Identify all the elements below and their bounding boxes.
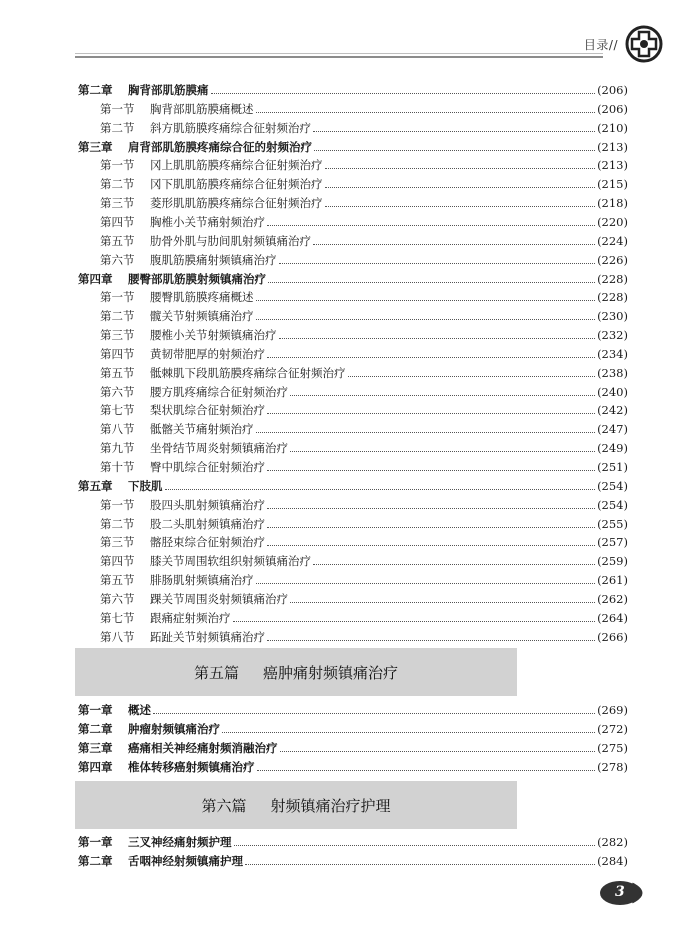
dot-leader <box>325 205 596 207</box>
dot-leader <box>325 167 596 169</box>
dot-leader <box>153 712 595 714</box>
dot-leader <box>256 582 596 584</box>
entry-page-number: (213) <box>597 139 628 154</box>
entry-title: 菱形肌肌筋膜疼痛综合征射频治疗 <box>150 196 323 211</box>
toc-section-entry[interactable] <box>78 571 628 589</box>
entry-page-number: (218) <box>597 196 628 211</box>
part-banner-5 <box>75 648 517 696</box>
entry-page-number: (240) <box>597 384 628 399</box>
dot-leader <box>267 639 595 641</box>
entry-page-number: (234) <box>597 346 628 361</box>
entry-number: 第八节 <box>100 422 135 437</box>
toc-section-entry[interactable] <box>78 496 628 514</box>
toc-section-entry[interactable] <box>78 590 628 608</box>
dot-leader <box>256 431 596 433</box>
toc-chapter-entry[interactable] <box>78 81 628 99</box>
page-number-badge <box>598 880 650 906</box>
entry-title: 股二头肌射频镇痛治疗 <box>150 516 265 531</box>
toc-section-entry[interactable] <box>78 251 628 269</box>
part-number: 第六篇 <box>201 796 247 815</box>
dot-leader <box>267 356 595 358</box>
entry-number: 第六节 <box>100 252 135 267</box>
toc-section-entry[interactable] <box>78 307 628 325</box>
entry-number: 第四章 <box>78 760 113 774</box>
entry-number: 第四章 <box>78 271 113 286</box>
entry-page-number: (257) <box>597 535 628 550</box>
entry-page-number: (266) <box>597 629 628 644</box>
entry-title: 腰椎小关节射频镇痛治疗 <box>150 328 277 343</box>
toc-section-entry[interactable] <box>78 326 628 344</box>
entry-title: 椎体转移癌射频镇痛治疗 <box>128 760 255 774</box>
entry-page-number: (284) <box>597 854 628 868</box>
entry-title: 跟痛症射频治疗 <box>150 610 231 625</box>
dot-leader <box>256 299 596 301</box>
entry-page-number: (242) <box>597 403 628 418</box>
dot-leader <box>348 375 596 377</box>
entry-page-number: (255) <box>597 516 628 531</box>
entry-page-number: (230) <box>597 309 628 324</box>
entry-number: 第二节 <box>100 120 135 135</box>
entry-number: 第二节 <box>100 516 135 531</box>
entry-number: 第一章 <box>78 835 113 849</box>
dot-leader <box>313 130 595 132</box>
entry-title: 斜方肌筋膜疼痛综合征射频治疗 <box>150 120 311 135</box>
entry-page-number: (254) <box>597 478 628 493</box>
entry-page-number: (213) <box>597 158 628 173</box>
toc-chapter-entry[interactable] <box>78 852 628 870</box>
toc-chapter-entry[interactable] <box>78 833 628 851</box>
entry-title: 腰臀肌筋膜疼痛概述 <box>150 290 254 305</box>
dot-leader <box>222 731 595 733</box>
entry-page-number: (228) <box>597 271 628 286</box>
entry-title: 三叉神经痛射频护理 <box>128 835 232 849</box>
toc-chapter-entry[interactable] <box>78 701 628 719</box>
toc-section-entry[interactable] <box>78 458 628 476</box>
entry-page-number: (206) <box>597 83 628 97</box>
entry-page-number: (272) <box>597 722 628 736</box>
entry-title: 黄韧带肥厚的射频治疗 <box>150 346 265 361</box>
entry-number: 第七节 <box>100 403 135 418</box>
entry-title: 肿瘤射频镇痛治疗 <box>128 722 220 736</box>
toc-section-entry[interactable] <box>78 533 628 551</box>
entry-page-number: (275) <box>597 741 628 755</box>
part-number: 第五篇 <box>193 663 239 682</box>
entry-number: 第一节 <box>100 290 135 305</box>
entry-number: 第一节 <box>100 158 135 173</box>
entry-page-number: (251) <box>597 460 628 474</box>
entry-number: 第九节 <box>100 441 135 456</box>
toc-section-entry[interactable] <box>78 552 628 570</box>
entry-page-number: (278) <box>597 760 628 774</box>
entry-title: 股四头肌射频镇痛治疗 <box>150 497 265 512</box>
toc-section-entry[interactable] <box>78 364 628 382</box>
entry-title: 舌咽神经射频镇痛护理 <box>128 854 243 868</box>
entry-number: 第三节 <box>100 196 135 211</box>
entry-number: 第五节 <box>100 365 135 380</box>
entry-number: 第六节 <box>100 591 135 606</box>
entry-page-number: (238) <box>597 365 628 380</box>
dot-leader <box>245 863 595 865</box>
entry-page-number: (228) <box>597 290 628 305</box>
entry-number: 第七节 <box>100 610 135 625</box>
entry-title: 膝关节周围软组织射频镇痛治疗 <box>150 554 311 569</box>
entry-page-number: (215) <box>597 177 628 192</box>
entry-title: 骶棘肌下段肌筋膜疼痛综合征射频治疗 <box>150 365 346 380</box>
entry-page-number: (254) <box>597 497 628 512</box>
dot-leader <box>267 526 595 528</box>
entry-number: 第五节 <box>100 573 135 588</box>
toc-section-entry[interactable] <box>78 401 628 419</box>
entry-title: 腓肠肌射频镇痛治疗 <box>150 573 254 588</box>
entry-number: 第四节 <box>100 346 135 361</box>
entry-title: 梨状肌综合征射频治疗 <box>150 403 265 418</box>
entry-title: 冈下肌肌筋膜疼痛综合征射频治疗 <box>150 177 323 192</box>
part-banner-6 <box>75 781 517 829</box>
toc-chapter-entry[interactable] <box>78 477 628 495</box>
toc-section-entry[interactable] <box>78 213 628 231</box>
page-number: 3 <box>615 884 625 900</box>
header-rule-thin <box>75 53 603 54</box>
entry-title: 腰方肌疼痛综合征射频治疗 <box>150 384 288 399</box>
dot-leader <box>290 601 595 603</box>
entry-page-number: (259) <box>597 554 628 569</box>
toc-section-entry[interactable] <box>78 175 628 193</box>
entry-title: 癌痛相关神经痛射频消融治疗 <box>128 741 278 755</box>
toc-section-entry[interactable] <box>78 345 628 363</box>
dot-leader <box>314 149 595 151</box>
entry-page-number: (232) <box>597 328 628 343</box>
toc-section-entry[interactable] <box>78 420 628 438</box>
entry-number: 第三节 <box>100 535 135 550</box>
toc-chapter-entry[interactable] <box>78 758 628 776</box>
toc-chapter-entry[interactable] <box>78 739 628 757</box>
toc-chapter-entry[interactable] <box>78 270 628 288</box>
toc-section-entry[interactable] <box>78 100 628 118</box>
part-title: 射频镇痛治疗护理 <box>270 796 391 815</box>
entry-page-number: (247) <box>597 422 628 437</box>
entry-title: 腰臀部肌筋膜射频镇痛治疗 <box>128 271 266 286</box>
entry-number: 第一章 <box>78 703 113 717</box>
entry-number: 第二节 <box>100 309 135 324</box>
dot-leader <box>256 111 596 113</box>
entry-number: 第六节 <box>100 384 135 399</box>
header-rule-thick <box>75 56 603 58</box>
entry-page-number: (269) <box>597 703 628 717</box>
toc-section-entry[interactable] <box>78 194 628 212</box>
entry-page-number: (282) <box>597 835 628 849</box>
toc-chapter-entry[interactable] <box>78 720 628 738</box>
entry-page-number: (210) <box>597 120 628 135</box>
dot-leader <box>267 469 595 471</box>
dot-leader <box>257 769 596 771</box>
entry-number: 第五节 <box>100 233 135 248</box>
part-title: 癌肿痛射频镇痛治疗 <box>263 663 399 682</box>
entry-number: 第八节 <box>100 629 135 644</box>
entry-page-number: (261) <box>597 573 628 588</box>
entry-page-number: (262) <box>597 591 628 606</box>
dot-leader <box>279 337 596 339</box>
dot-leader <box>267 412 595 414</box>
entry-page-number: (220) <box>597 214 628 229</box>
entry-title: 臀中肌综合征射频治疗 <box>150 460 265 474</box>
entry-number: 第十节 <box>100 460 135 474</box>
entry-number: 第二章 <box>78 854 113 868</box>
toc-section-entry[interactable] <box>78 232 628 250</box>
dot-leader <box>234 844 596 846</box>
dot-leader <box>325 186 596 188</box>
toc-section-entry[interactable] <box>78 609 628 627</box>
entry-number: 第二章 <box>78 722 113 736</box>
entry-title: 髋关节射频镇痛治疗 <box>150 309 254 324</box>
dot-leader <box>165 488 596 490</box>
dot-leader <box>211 92 596 94</box>
toc-section-entry[interactable] <box>78 515 628 533</box>
entry-number: 第一节 <box>100 101 135 116</box>
toc-section-entry[interactable] <box>78 439 628 457</box>
entry-title: 胸背部肌筋膜痛 <box>128 83 209 97</box>
dot-leader <box>290 450 595 452</box>
entry-title: 踝关节周围炎射频镇痛治疗 <box>150 591 288 606</box>
entry-title: 跖趾关节射频镇痛治疗 <box>150 629 265 644</box>
toc-chapter-entry[interactable] <box>78 138 628 156</box>
dot-leader <box>280 750 596 752</box>
entry-page-number: (249) <box>597 441 628 456</box>
entry-number: 第三节 <box>100 328 135 343</box>
dot-leader <box>256 318 596 320</box>
entry-number: 第四节 <box>100 214 135 229</box>
dot-leader <box>313 243 595 245</box>
entry-title: 胸椎小关节痛射频治疗 <box>150 214 265 229</box>
entry-number: 第五章 <box>78 478 113 493</box>
dot-leader <box>268 281 595 283</box>
entry-number: 第二节 <box>100 177 135 192</box>
dot-leader <box>290 394 595 396</box>
entry-title: 胸背部肌筋膜痛概述 <box>150 101 254 116</box>
entry-title: 坐骨结节周炎射频镇痛治疗 <box>150 441 288 456</box>
cross-logo-icon <box>624 24 664 64</box>
entry-page-number: (224) <box>597 233 628 248</box>
entry-title: 下肢肌 <box>128 478 163 493</box>
entry-title: 肩背部肌筋膜疼痛综合征的射频治疗 <box>128 139 312 154</box>
entry-page-number: (206) <box>597 101 628 116</box>
toc-section-entry[interactable] <box>78 628 628 646</box>
toc-section-entry[interactable] <box>78 288 628 306</box>
entry-title: 腹肌筋膜痛射频镇痛治疗 <box>150 252 277 267</box>
entry-page-number: (226) <box>597 252 628 267</box>
entry-title: 肋骨外肌与肋间肌射频镇痛治疗 <box>150 233 311 248</box>
entry-number: 第二章 <box>78 83 113 97</box>
dot-leader <box>279 262 596 264</box>
entry-number: 第三章 <box>78 139 113 154</box>
entry-number: 第三章 <box>78 741 113 755</box>
dot-leader <box>233 620 596 622</box>
dot-leader <box>267 507 595 509</box>
entry-page-number: (264) <box>597 610 628 625</box>
toc-section-entry[interactable] <box>78 119 628 137</box>
running-header-title: 目录// <box>583 38 618 52</box>
toc-section-entry[interactable] <box>78 383 628 401</box>
entry-number: 第四节 <box>100 554 135 569</box>
toc-section-entry[interactable] <box>78 156 628 174</box>
entry-number: 第一节 <box>100 497 135 512</box>
dot-leader <box>313 563 595 565</box>
entry-title: 髂胫束综合征射频治疗 <box>150 535 265 550</box>
dot-leader <box>267 224 595 226</box>
entry-title: 冈上肌肌筋膜疼痛综合征射频治疗 <box>150 158 323 173</box>
entry-title: 骶髂关节痛射频治疗 <box>150 422 254 437</box>
entry-title: 概述 <box>128 703 151 717</box>
dot-leader <box>267 544 595 546</box>
